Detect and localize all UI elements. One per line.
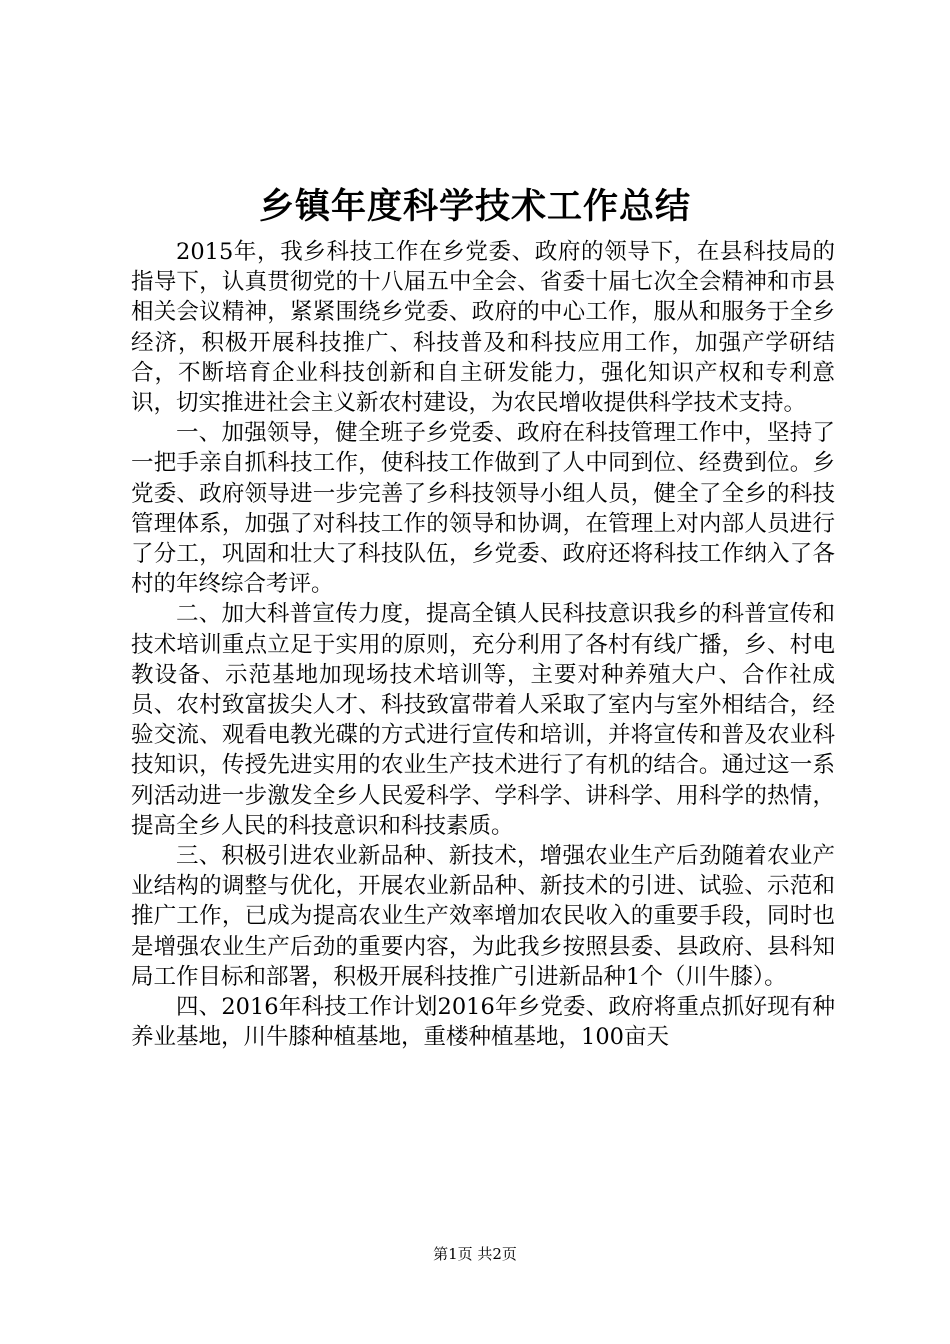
paragraph-section-3: 三、积极引进农业新品种、新技术，增强农业生产后劲随着农业产业结构的调整与优化，开展农业新品种、新技术的引进、试验、示范和推广工作，已成为提高农业生产效率增加农民收入的重要手段，同时也是增强农业生产后劲的重要内容，为此我乡按照县委、县政府、县科知局工作目标和部署，积极开展科技推广引进新品种1个（川牛膝）。: [131, 843, 835, 990]
paragraph-intro: 2015年，我乡科技工作在乡党委、政府的领导下，在县科技局的指导下，认真贯彻党的十八届五中全会、省委十届七次全会精神和市县相关会议精神，紧紧围绕乡党委、政府的中心工作，服从和服务于全乡经济，积极开展科技推广、科技普及和科技应用工作，加强产学研结合，不断培育企业科技创新和自主研发能力，强化知识产权和专利意识，切实推进社会主义新农村建设，为农民增收提供科学技术支持。: [131, 239, 835, 417]
page-footer: [0, 1244, 950, 1264]
paragraph-section-4: 四、2016年科技工作计划2016年乡党委、政府将重点抓好现有种养业基地，川牛膝种植基地，重楼种植基地，100亩天: [131, 994, 835, 1051]
paragraph-section-2: 二、加大科普宣传力度，提高全镇人民科技意识我乡的科普宣传和技术培训重点立足于实用的原则，充分利用了各村有线广播，乡、村电教设备、示范基地加现场技术培训等，主要对种养殖大户、合作社成员、农村致富拔尖人才、科技致富带着人采取了室内与室外相结合，经验交流、观看电教光碟的方式进行宣传和培训，并将宣传和普及农业科技知识，传授先进实用的农业生产技术进行了有机的结合。通过这一系列活动进一步激发全乡人民爱科学、学科学、讲科学、用科学的热情，提高全乡人民的科技意识和科技素质。: [131, 601, 835, 839]
document-body: [131, 237, 835, 1052]
paragraph-section-1: 一、加强领导，健全班子乡党委、政府在科技管理工作中，坚持了一把手亲自抓科技工作，使科技工作做到了人中同到位、经费到位。乡党委、政府领导进一步完善了乡科技领导小组人员，健全了全乡的科技管理体系，加强了对科技工作的领导和协调，在管理上对内部人员进行了分工，巩固和壮大了科技队伍，乡党委、政府还将科技工作纳入了各村的年终综合考评。: [131, 420, 835, 598]
page-title: 乡镇年度科学技术工作总结: [258, 186, 691, 227]
page-indicator: 第1页 共2页: [433, 1245, 517, 1263]
